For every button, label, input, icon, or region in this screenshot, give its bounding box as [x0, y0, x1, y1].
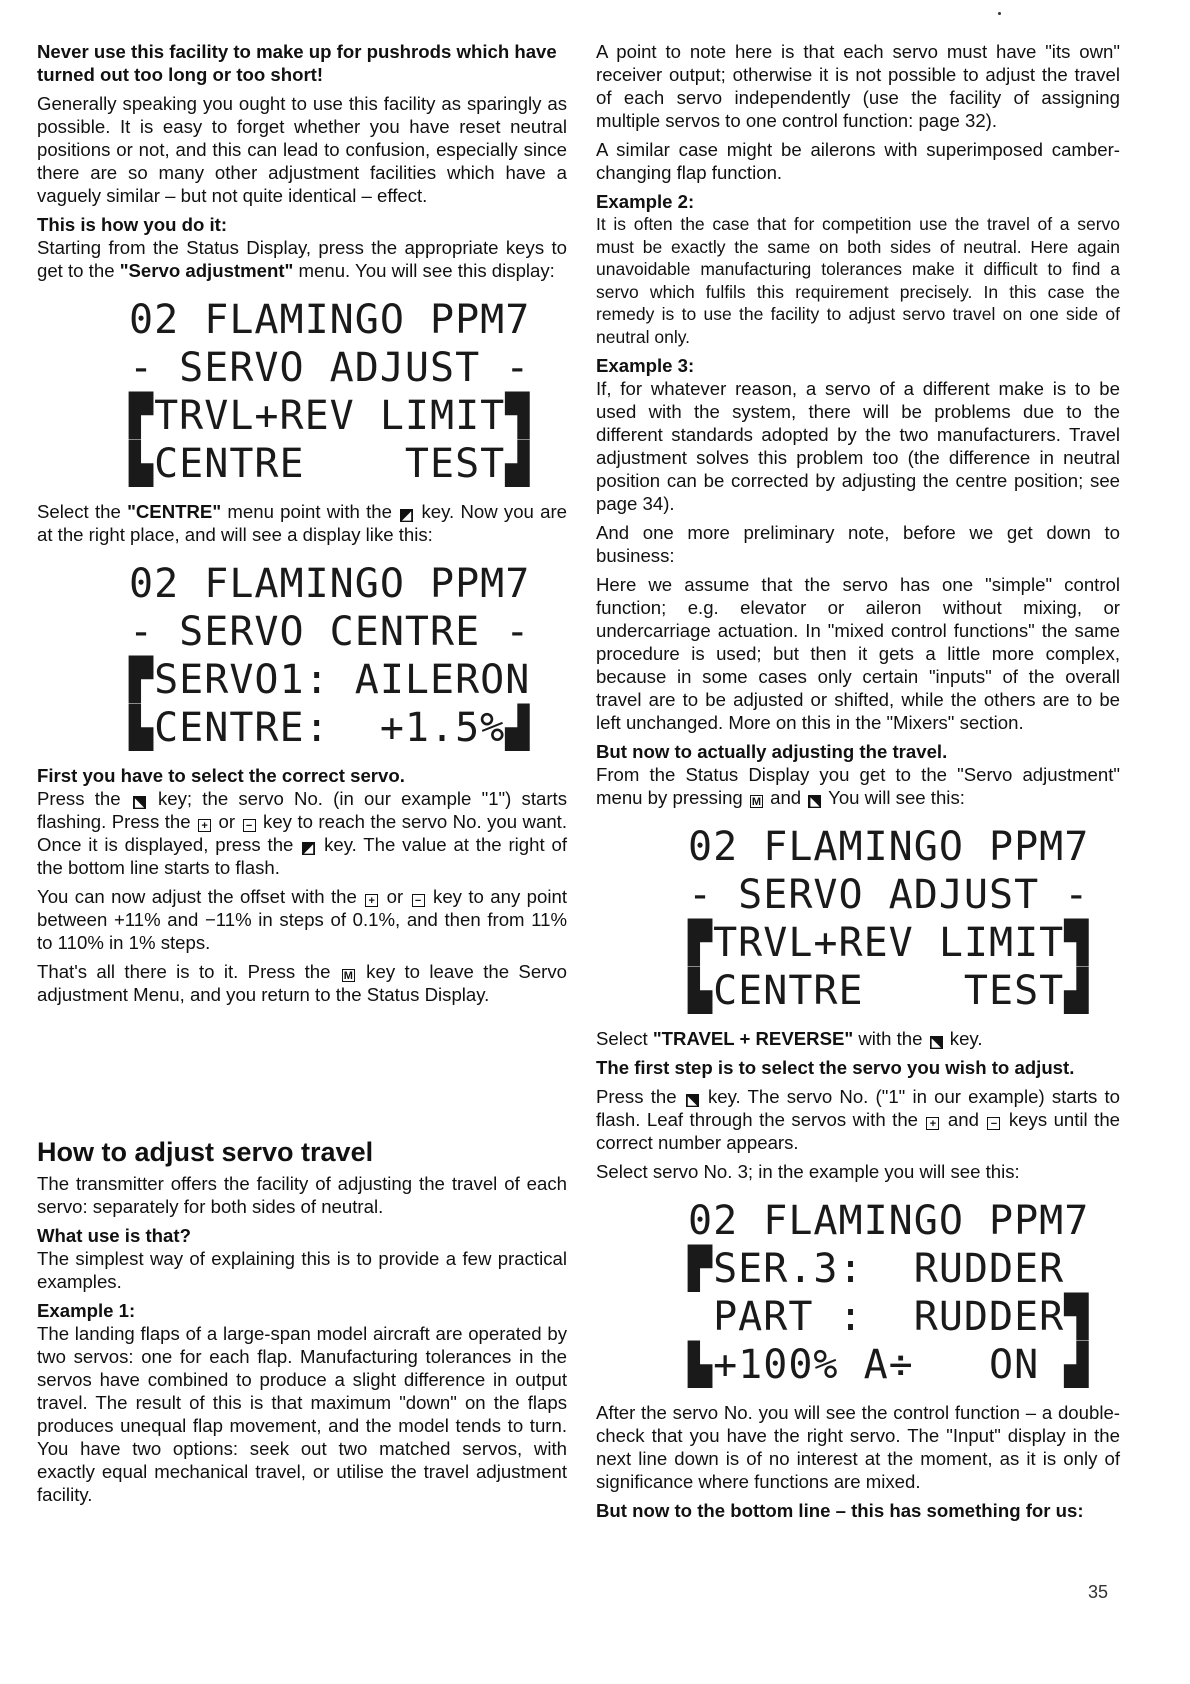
paragraph: Select the "CENTRE" menu point with the ◢ key. Now you are at the right place, and will see a display like this:: [37, 501, 568, 545]
paragraph: A point to note here is that each servo must have "its own" receiver output; otherwise it is not possible to adjust the travel of each servo independently (use the facility of assigning multiple servos to one control function: page 32).: [596, 41, 1120, 131]
select-key-icon: ◣: [133, 796, 146, 809]
paragraph: The landing flaps of a large-span model aircraft are operated by two servos: one for each flap. Manufacturing tolerances in the servos have combined to produce a slight difference in output travel. The result of this is that maximum "down" on the flaps produces unequal flap movement, and the model tends to turn. You have two options: seek out two matched servos, with exactly equal mechanical travel, or utilise the travel adjustment facility.: [37, 1323, 567, 1505]
subheading: Example 1:: [37, 1300, 136, 1321]
scan-speck: [998, 12, 1001, 15]
paragraph: That's all there is to it. Press the M key to leave the Servo adjustment Menu, and you return to the Status Display.: [37, 961, 567, 1005]
menu-key-icon: M: [343, 970, 353, 982]
subheading: Example 3:: [596, 355, 695, 376]
subheading: The first step is to select the servo you wish to adjust.: [596, 1057, 1075, 1078]
paragraph: From the Status Display you get to the "Servo adjustment" menu by pressing M and ◣ You will see this:: [596, 764, 1120, 808]
menu-key-icon: M: [751, 796, 762, 808]
paragraph: And one more preliminary note, before we get down to business:: [596, 522, 1120, 566]
subheading: What use is that?: [37, 1225, 191, 1246]
subheading: But now to the bottom line – this has something for us:: [596, 1500, 1084, 1521]
page-number: 35: [1088, 1582, 1109, 1602]
subheading: Example 2:: [596, 191, 695, 212]
subheading: But now to actually adjusting the travel.: [596, 741, 948, 762]
minus-key-icon: −: [243, 819, 256, 832]
paragraph: If, for whatever reason, a servo of a different make is to be used with the system, there will be problems due to the different standards adopted by the two manufacturers. Travel adjustment solves this problem too (the difference in neutral position can be corrected by adjusting the centre position; see page 34).: [596, 378, 1120, 514]
paragraph: It is often the case that for competition use the travel of a servo must be exactly the same on both sides of neutral. Here again unavoidable manufacturing tolerances make it difficult to find a servo which fulfils this requirement precisely. In this case the remedy is to use the facility to adjust servo travel on one side of neutral only.: [596, 214, 1120, 347]
paragraph: The transmitter offers the facility of adjusting the travel of each servo: separately for both sides of neutral.: [37, 1173, 567, 1217]
minus-key-icon: −: [412, 894, 425, 907]
paragraph: The simplest way of explaining this is to provide a few practical examples.: [37, 1248, 567, 1292]
lcd-display-servo-centre: 02 FLAMINGO PPM7 - SERVO CENTRE - ▛SERVO1: AILERON ▙CENTRE: +1.5%▟: [129, 561, 531, 751]
warning-text: Never use this facility to make up for pushrods which have turned out too long or too short!: [37, 41, 557, 85]
paragraph: You can now adjust the offset with the + or − key to any point between +11% and −11% in steps of 0.1%, and then from 11% to 110% in 1% steps.: [37, 886, 568, 953]
lcd-display-servo-travel: 02 FLAMINGO PPM7 ▛SER.3: RUDDER PART : RUDDER▜ ▙+100% A÷ ON ▟: [688, 1198, 1090, 1388]
paragraph: Press the ◣ key. The servo No. ("1" in our example) starts to flash. Leaf through the servos with the + and − keys until the correct number appears.: [596, 1086, 1120, 1153]
select-key-icon: ◣: [686, 1094, 699, 1107]
paragraph: Select servo No. 3; in the example you will see this:: [596, 1161, 1020, 1182]
minus-key-icon: −: [987, 1117, 1000, 1130]
select-key-icon: ◣: [808, 795, 821, 808]
paragraph: Generally speaking you ought to use this facility as sparingly as possible. It is easy to forget whether you have reset neutral positions or not, and this can lead to confusion, especially since there are so many other adjustment facilities which have a vaguely similar – but not quite identical – effect.: [37, 93, 567, 206]
section-title: How to adjust servo travel: [37, 1137, 374, 1167]
paragraph: Starting from the Status Display, press the appropriate keys to get to the "Servo adjustment" menu. You will see this display:: [37, 237, 567, 281]
plus-key-icon: +: [926, 1117, 939, 1130]
plus-key-icon: +: [198, 819, 211, 832]
enter-key-icon: ◢: [302, 842, 315, 855]
paragraph: A similar case might be ailerons with superimposed camber-changing flap function.: [596, 139, 1120, 183]
plus-key-icon: +: [365, 894, 378, 907]
paragraph: Select "TRAVEL + REVERSE" with the ◣ key.: [596, 1028, 983, 1049]
left-column: [37, 40, 567, 1512]
paragraph: Here we assume that the servo has one "simple" control function; e.g. elevator or aileron without mixing, or undercarriage actuation. In "mixed control functions" the same procedure is used; but then it gets a little more complex, because in some cases only certain "inputs" of the overall travel are to be adjusted or shifted, while the others are to be left unchanged. More on this in the "Mixers" section.: [596, 574, 1120, 733]
subheading: This is how you do it:: [37, 214, 228, 235]
subheading: First you have to select the correct servo.: [37, 765, 405, 786]
paragraph: After the servo No. you will see the control function – a double-check that you have the right servo. The "Input" display in the next line down is of no interest at the moment, as it is only of significance where functions are mixed.: [596, 1402, 1120, 1492]
lcd-display-servo-adjust: 02 FLAMINGO PPM7 - SERVO ADJUST - ▛TRVL+REV LIMIT▜ ▙CENTRE TEST▟: [129, 297, 531, 487]
right-column: [596, 40, 1120, 1522]
lcd-display-servo-adjust: 02 FLAMINGO PPM7 - SERVO ADJUST - ▛TRVL+REV LIMIT▜ ▙CENTRE TEST▟: [688, 824, 1090, 1014]
select-key-icon: ◣: [930, 1036, 943, 1049]
paragraph: Press the ◣ key; the servo No. (in our example "1") starts flashing. Press the + or − key to reach the servo No. you want. Once it is displayed, press the ◢ key. The value at the right of the bottom line starts to flash.: [37, 788, 567, 878]
enter-key-icon: ◢: [400, 509, 413, 522]
